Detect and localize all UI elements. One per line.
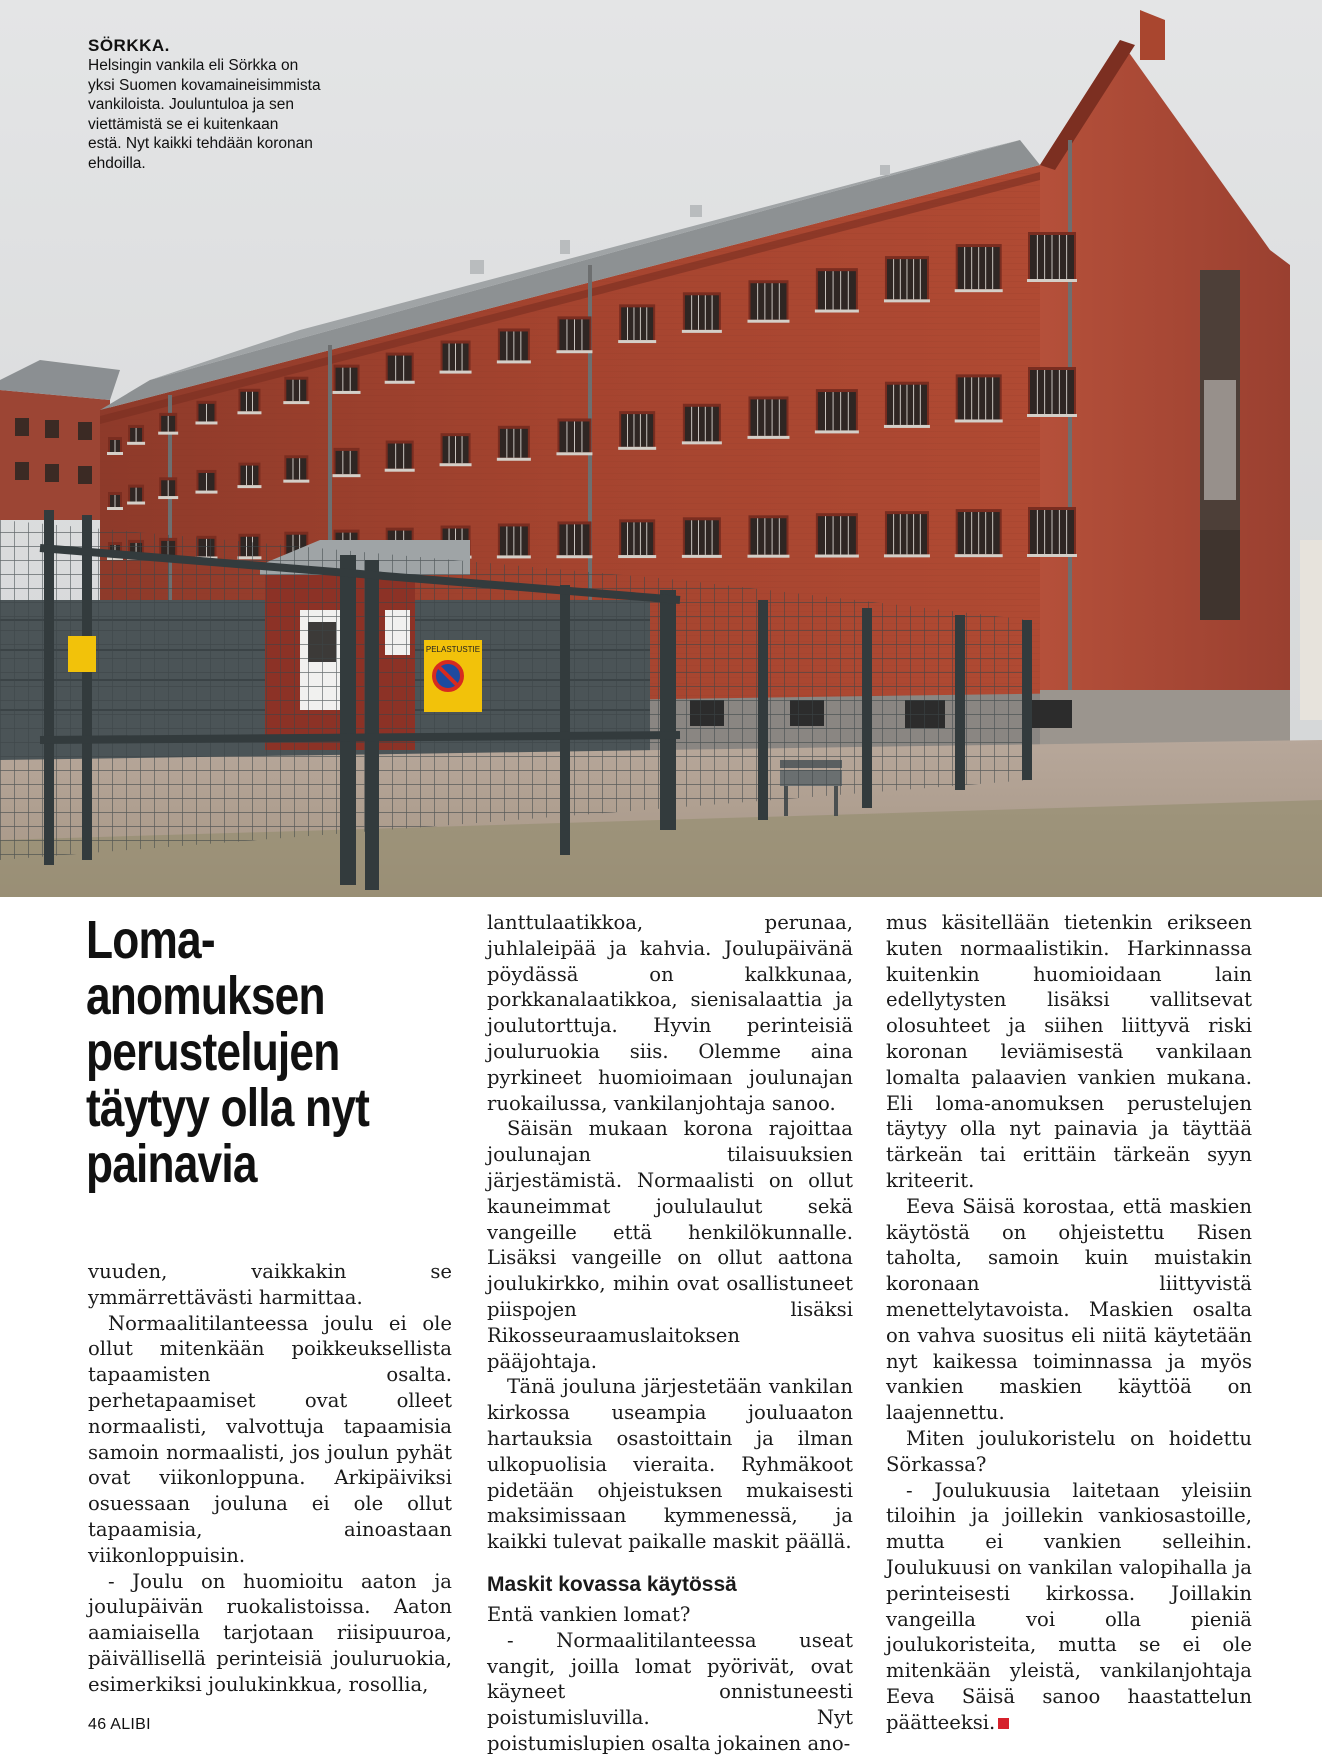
window-sill: [682, 555, 722, 558]
column-2-body: [487, 910, 853, 1555]
caption-line: yksi Suomen kovamaineisimmista: [88, 76, 321, 94]
caption-line: ehdoilla.: [88, 154, 146, 172]
window-sill: [385, 381, 415, 384]
end-mark-icon: [998, 1718, 1009, 1729]
window-sill: [618, 447, 656, 450]
window-sill: [955, 289, 1003, 292]
window-sill: [618, 340, 656, 343]
paragraph: Tänä jouluna järjestetään vankilan kirkossa useampia jouluaaton hartauksia osastoittain ja ilman ulkopuolisia vieraita. Ryhmäkoot pidetään ohjeistuksen mukaisesti maksimissaan kymmenessä, ja kaikki tulevat paikalle maskit päällä.: [487, 1375, 853, 1554]
window: [388, 444, 412, 469]
window-sill: [747, 320, 789, 323]
left-building: [0, 390, 110, 520]
window-sill: [195, 421, 217, 424]
window: [818, 271, 856, 309]
page-folio: 46 ALIBI: [88, 1716, 151, 1733]
headline-line: anomuksen: [86, 966, 325, 1026]
window: [818, 516, 856, 554]
window-sill: [127, 442, 145, 445]
article-column-2: [487, 910, 853, 1757]
caption-title: SÖRKKA.: [88, 36, 170, 55]
headline-line: painavia: [86, 1134, 257, 1194]
window-sill: [158, 496, 178, 499]
window-sill: [1027, 279, 1077, 282]
window: [685, 295, 719, 330]
article-subheading: Maskit kovassa käytössä: [487, 1572, 737, 1596]
window: [685, 520, 719, 555]
paragraph: lanttulaatikkoa, perunaa, juhlaleipää ja kahvia. Joulupäivänä pöydässä on kalkkunaa, porkkanalaatikkoa, sienisalaattia ja joulutorttuja. Hyvin perinteisiä jouluruokia siis. Olemme aina pyrkineet huomioimaan joulunajan ruokailussa, vankilanjohtaja sanoo.: [487, 911, 853, 1115]
window-sill: [747, 555, 789, 558]
window-sill: [682, 330, 722, 333]
window-sill: [682, 441, 722, 444]
window-sill: [385, 469, 415, 472]
window-sill: [556, 350, 592, 353]
window: [286, 380, 306, 401]
caption-line: estä. Nyt kaikki tehdään koronan: [88, 135, 313, 152]
window-sill: [884, 554, 930, 557]
window-sill: [333, 474, 361, 477]
svg-text:PELASTUSTIE: PELASTUSTIE: [425, 645, 481, 654]
window-sill: [497, 555, 531, 558]
paragraph: mus käsitellään tietenkin erikseen kuten normaalistikin. Harkinnassa kuitenkin huomioidaan lain edellytysten lisäksi vallitsevat olosuhteet ja siihen liittyvä riski koronan leviämisestä vankilaan lomalta palaavien vankien mukana. Eli loma-anomuksen perustelujen täytyy olla nyt painavia ja täyttää tärkeän tai erittäin tärkeän syyn kriteerit.: [886, 911, 1252, 1192]
paragraph: Miten joulukoristelu on hoidettu Sörkassa?: [886, 1426, 1252, 1476]
window-sill: [107, 507, 123, 510]
window-sill: [556, 452, 592, 455]
headline-line: Loma-: [86, 910, 215, 970]
paragraph: - Normaalitilanteessa useat vangit, joilla lomat pyörivät, ovat käyneet onnistuneesti poistumisluvilla. Nyt poistumislupien osalta jokainen ano-: [487, 1628, 853, 1755]
window-sill: [1027, 554, 1077, 557]
window-sill: [955, 419, 1003, 422]
window-sill: [158, 432, 178, 435]
window: [240, 466, 258, 486]
caption-text: [88, 56, 388, 173]
window-sill: [497, 458, 531, 461]
paragraph: vuuden, vaikkakin se ymmärrettävästi harmittaa.: [88, 1260, 452, 1309]
paragraph: Entä vankien lomat?: [487, 1602, 691, 1626]
column-2-body-continued: [487, 1602, 853, 1757]
caption-line: viettämistä se ei kuitenkaan: [88, 115, 279, 133]
window-sill: [955, 554, 1003, 557]
paragraph: Säisän mukaan korona rajoittaa joulunajan tilaisuuksien järjestämistä. Normaalisti on ollut kauneimmat joululaulut sekä vangeille että henkilökunnalle. Lisäksi vangeille on ollut aattona joulukirkko, mihin ovat osallistuneet piispojen lisäksi Rikosseuraamuslaitoksen pääjohtaja.: [487, 1117, 853, 1373]
window: [336, 368, 358, 391]
window-sill: [618, 555, 656, 558]
window-sill: [556, 555, 592, 558]
photo-caption: [88, 36, 388, 173]
article-headline: [86, 912, 398, 1192]
window: [286, 458, 306, 479]
window-sill: [815, 430, 859, 433]
window-sill: [237, 411, 261, 414]
window: [240, 392, 258, 412]
paragraph: - Joulu on huomioitu aaton ja joulupäivän ruokalistoissa. Aaton aamiaisella tarjotaan riisipuuroa, päivällisellä perinteisiä jouluruokia, esimerkiksi joulukinkkua, rosollia,: [88, 1569, 452, 1696]
window: [621, 307, 653, 340]
window: [750, 399, 786, 435]
window-sill: [440, 463, 472, 466]
window-sill: [884, 425, 930, 428]
window: [621, 414, 653, 447]
window: [750, 283, 786, 319]
window-sill: [107, 452, 123, 455]
headline-line: täytyy olla nyt: [86, 1078, 370, 1138]
window: [336, 451, 358, 474]
window-sill: [195, 491, 217, 494]
window: [750, 518, 786, 554]
paragraph: Normaalitilanteessa joulu ei ole ollut mitenkään poikkeuksellista tapaamisten osalta. perhetapaamiset ovat olleet normaalisti, valvottuja tapaamisia samoin normaalisti, jos joulun pyhät ovat viikonloppuna. Arkipäiviksi osuessaan jouluna ei ole ollut tapaamisia, ainoastaan viikonloppuisin.: [88, 1311, 452, 1567]
window-sill: [497, 360, 531, 363]
paragraph: Eeva Säisä korostaa, että maskien käytöstä on ohjeistettu Risen taholta, samoin kuin muistakin koronaan liittyvistä menettelytavoista. Maskien osalta on vahva suositus eli niitä käytetään nyt kaikessa toiminnassa ja myös vankien maskien käyttöä on laajennettu.: [886, 1194, 1252, 1425]
caption-line: Helsingin vankila eli Sörkka on: [88, 57, 299, 74]
window-sill: [283, 401, 309, 404]
article-column-3: [886, 910, 1252, 1736]
window: [388, 356, 412, 381]
window-sill: [1027, 414, 1077, 417]
window-sill: [237, 485, 261, 488]
window-sill: [815, 555, 859, 558]
article-column-1: [88, 1259, 452, 1698]
window-sill: [333, 391, 361, 394]
window-sill: [127, 502, 145, 505]
window-sill: [747, 436, 789, 439]
window-sill: [440, 371, 472, 374]
window: [685, 407, 719, 442]
window: [621, 522, 653, 555]
headline-line: perustelujen: [86, 1022, 340, 1082]
window-sill: [283, 480, 309, 483]
window: [818, 392, 856, 430]
caption-line: vankiloista. Jouluntuloa ja sen: [88, 96, 294, 113]
paragraph: - Joulukuusia laitetaan yleisiin tiloihin ja joillekin vankiosastoille, mutta ei vankien selleihin. Joulukuusi on vankilan valopihalla ja perinteisesti kirkossa. Joillakin vangeilla voi olla pieniä joulukoristeita, mutta se ei ole mitenkään yleistä, vankilanjohtaja Eeva Säisä sanoo haastattelun päätteeksi.: [886, 1478, 1252, 1734]
window-sill: [815, 310, 859, 313]
window-sill: [884, 299, 930, 302]
